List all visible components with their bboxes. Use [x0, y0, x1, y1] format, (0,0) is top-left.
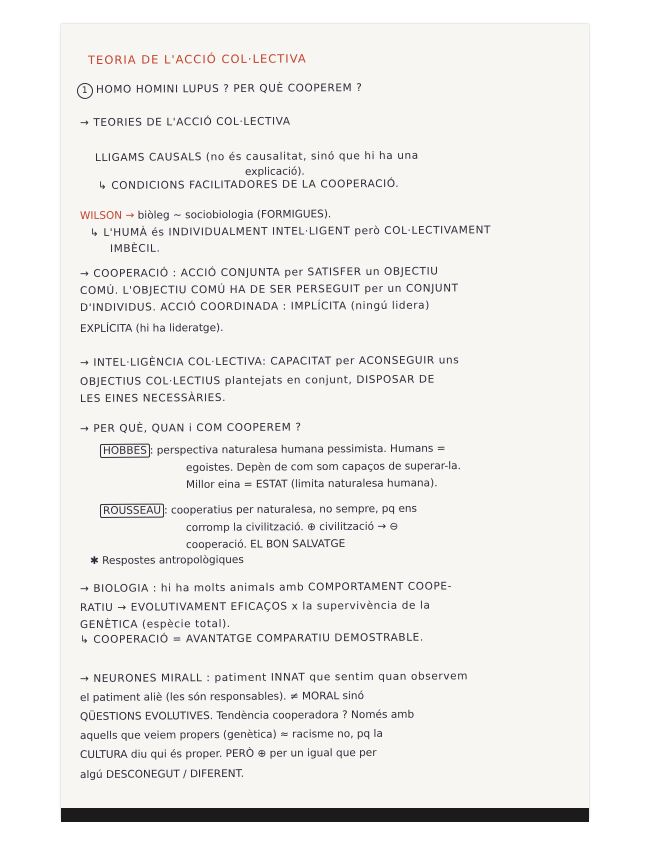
text-intel-1: → INTEL·LIGÈNCIA COL·LECTIVA: CAPACITAT per ACONSEGUIR uns — [79, 354, 460, 369]
text-neurones-6: algú DESCONEGUT / DIFERENT. — [79, 767, 245, 781]
text-biologia-3: GENÈTICA (espècie total). — [79, 617, 231, 631]
text-lligams-cont: explicació). — [244, 165, 305, 178]
text-huma-cont: IMBÈCIL. — [109, 242, 161, 255]
text-biologia-2: RATIU → EVOLUTIVAMENT EFICAÇOS x la supervivència de la — [79, 599, 431, 614]
wilson-label: WILSON → — [79, 209, 135, 222]
rousseau-text: : cooperatius per naturalesa, no sempre, pq ens — [164, 502, 418, 517]
text-rousseau-1 — [100, 503, 417, 517]
text-huma: ↳ L'HUMÀ és INDIVIDUALMENT INTEL·LIGENT però COL·LECTIVAMENT — [89, 224, 492, 239]
question-number: 1 — [77, 83, 93, 99]
text-rousseau-3: cooperació. EL BON SALVATGE — [185, 537, 346, 551]
wilson-text: biòleg ~ sociobiologia (FORMIGUES). — [137, 208, 332, 222]
text-cooperacio-4: EXPLÍCITA (hi ha lideratge). — [79, 321, 224, 335]
question-1-text: HOMO HOMINI LUPUS ? PER QUÈ COOPEREM ? — [95, 82, 363, 96]
text-intel-2: OBJECTIUS COL·LECTIUS plantejats en conjunt, DISPOSAR DE — [79, 373, 435, 388]
text-hobbes-1 — [100, 443, 446, 457]
page-bottom-edge — [61, 808, 589, 822]
text-neurones-1: → NEURONES MIRALL : patiment INNAT que sentim quan observem — [79, 670, 469, 685]
text-rousseau-2: corromp la civilització. ⊕ civilització → ⊖ — [185, 520, 399, 534]
text-condicions: ↳ CONDICIONS FACILITADORES DE LA COOPERACIÓ. — [97, 177, 400, 192]
question-1 — [77, 81, 363, 99]
heading-per-que: → PER QUÈ, QUAN i COM COOPEREM ? — [79, 421, 302, 435]
text-biologia-4: ↳ COOPERACIÓ = AVANTATGE COMPARATIU DEMOSTRABLE. — [79, 631, 424, 646]
text-biologia-1: → BIOLOGIA : hi ha molts animals amb COMPORTAMENT COOPE- — [79, 580, 453, 595]
page-title: TEORIA DE L'ACCIÓ COL·LECTIVA — [87, 51, 307, 67]
text-hobbes-3: Millor eina = ESTAT (limita naturalesa humana). — [185, 477, 438, 491]
text-neurones-2: el patiment aliè (les són responsables). ≠ MORAL sinó — [79, 690, 365, 704]
rousseau-label: ROUSSEAU — [100, 504, 164, 518]
text-neurones-4: aquells que veiem propers (genètica) ≈ racisme no, pq la — [79, 727, 383, 742]
text-hobbes-2: egoistes. Depèn de com som capaços de superar-la. — [185, 460, 461, 474]
text-cooperacio-3: D'INDIVIDUS. ACCIÓ COORDINADA : IMPLÍCITA (ningú lidera) — [79, 299, 430, 314]
hobbes-label: HOBBES — [100, 444, 150, 458]
text-respostes: ✱ Respostes antropològiques — [89, 553, 244, 567]
text-cooperacio-1: → COOPERACIÓ : ACCIÓ CONJUNTA per SATISFER un OBJECTIU — [79, 265, 439, 280]
text-neurones-3: QÜESTIONS EVOLUTIVES. Tendència cooperadora ? Només amb — [79, 708, 415, 723]
text-wilson — [80, 208, 331, 222]
text-neurones-5: CULTURA diu qui és proper. PERÒ ⊕ per un igual que per — [79, 746, 377, 761]
hobbes-text: : perspectiva naturalesa humana pessimista. Humans = — [149, 442, 446, 457]
heading-teories: → TEORIES DE L'ACCIÓ COL·LECTIVA — [79, 115, 291, 129]
text-intel-3: LES EINES NECESSÀRIES. — [79, 391, 227, 405]
text-cooperacio-2: COMÚ. L'OBJECTIU COMÚ HA DE SER PERSEGUIT per un CONJUNT — [79, 282, 459, 297]
text-lligams: LLIGAMS CAUSALS (no és causalitat, sinó que hi ha una — [94, 149, 419, 164]
